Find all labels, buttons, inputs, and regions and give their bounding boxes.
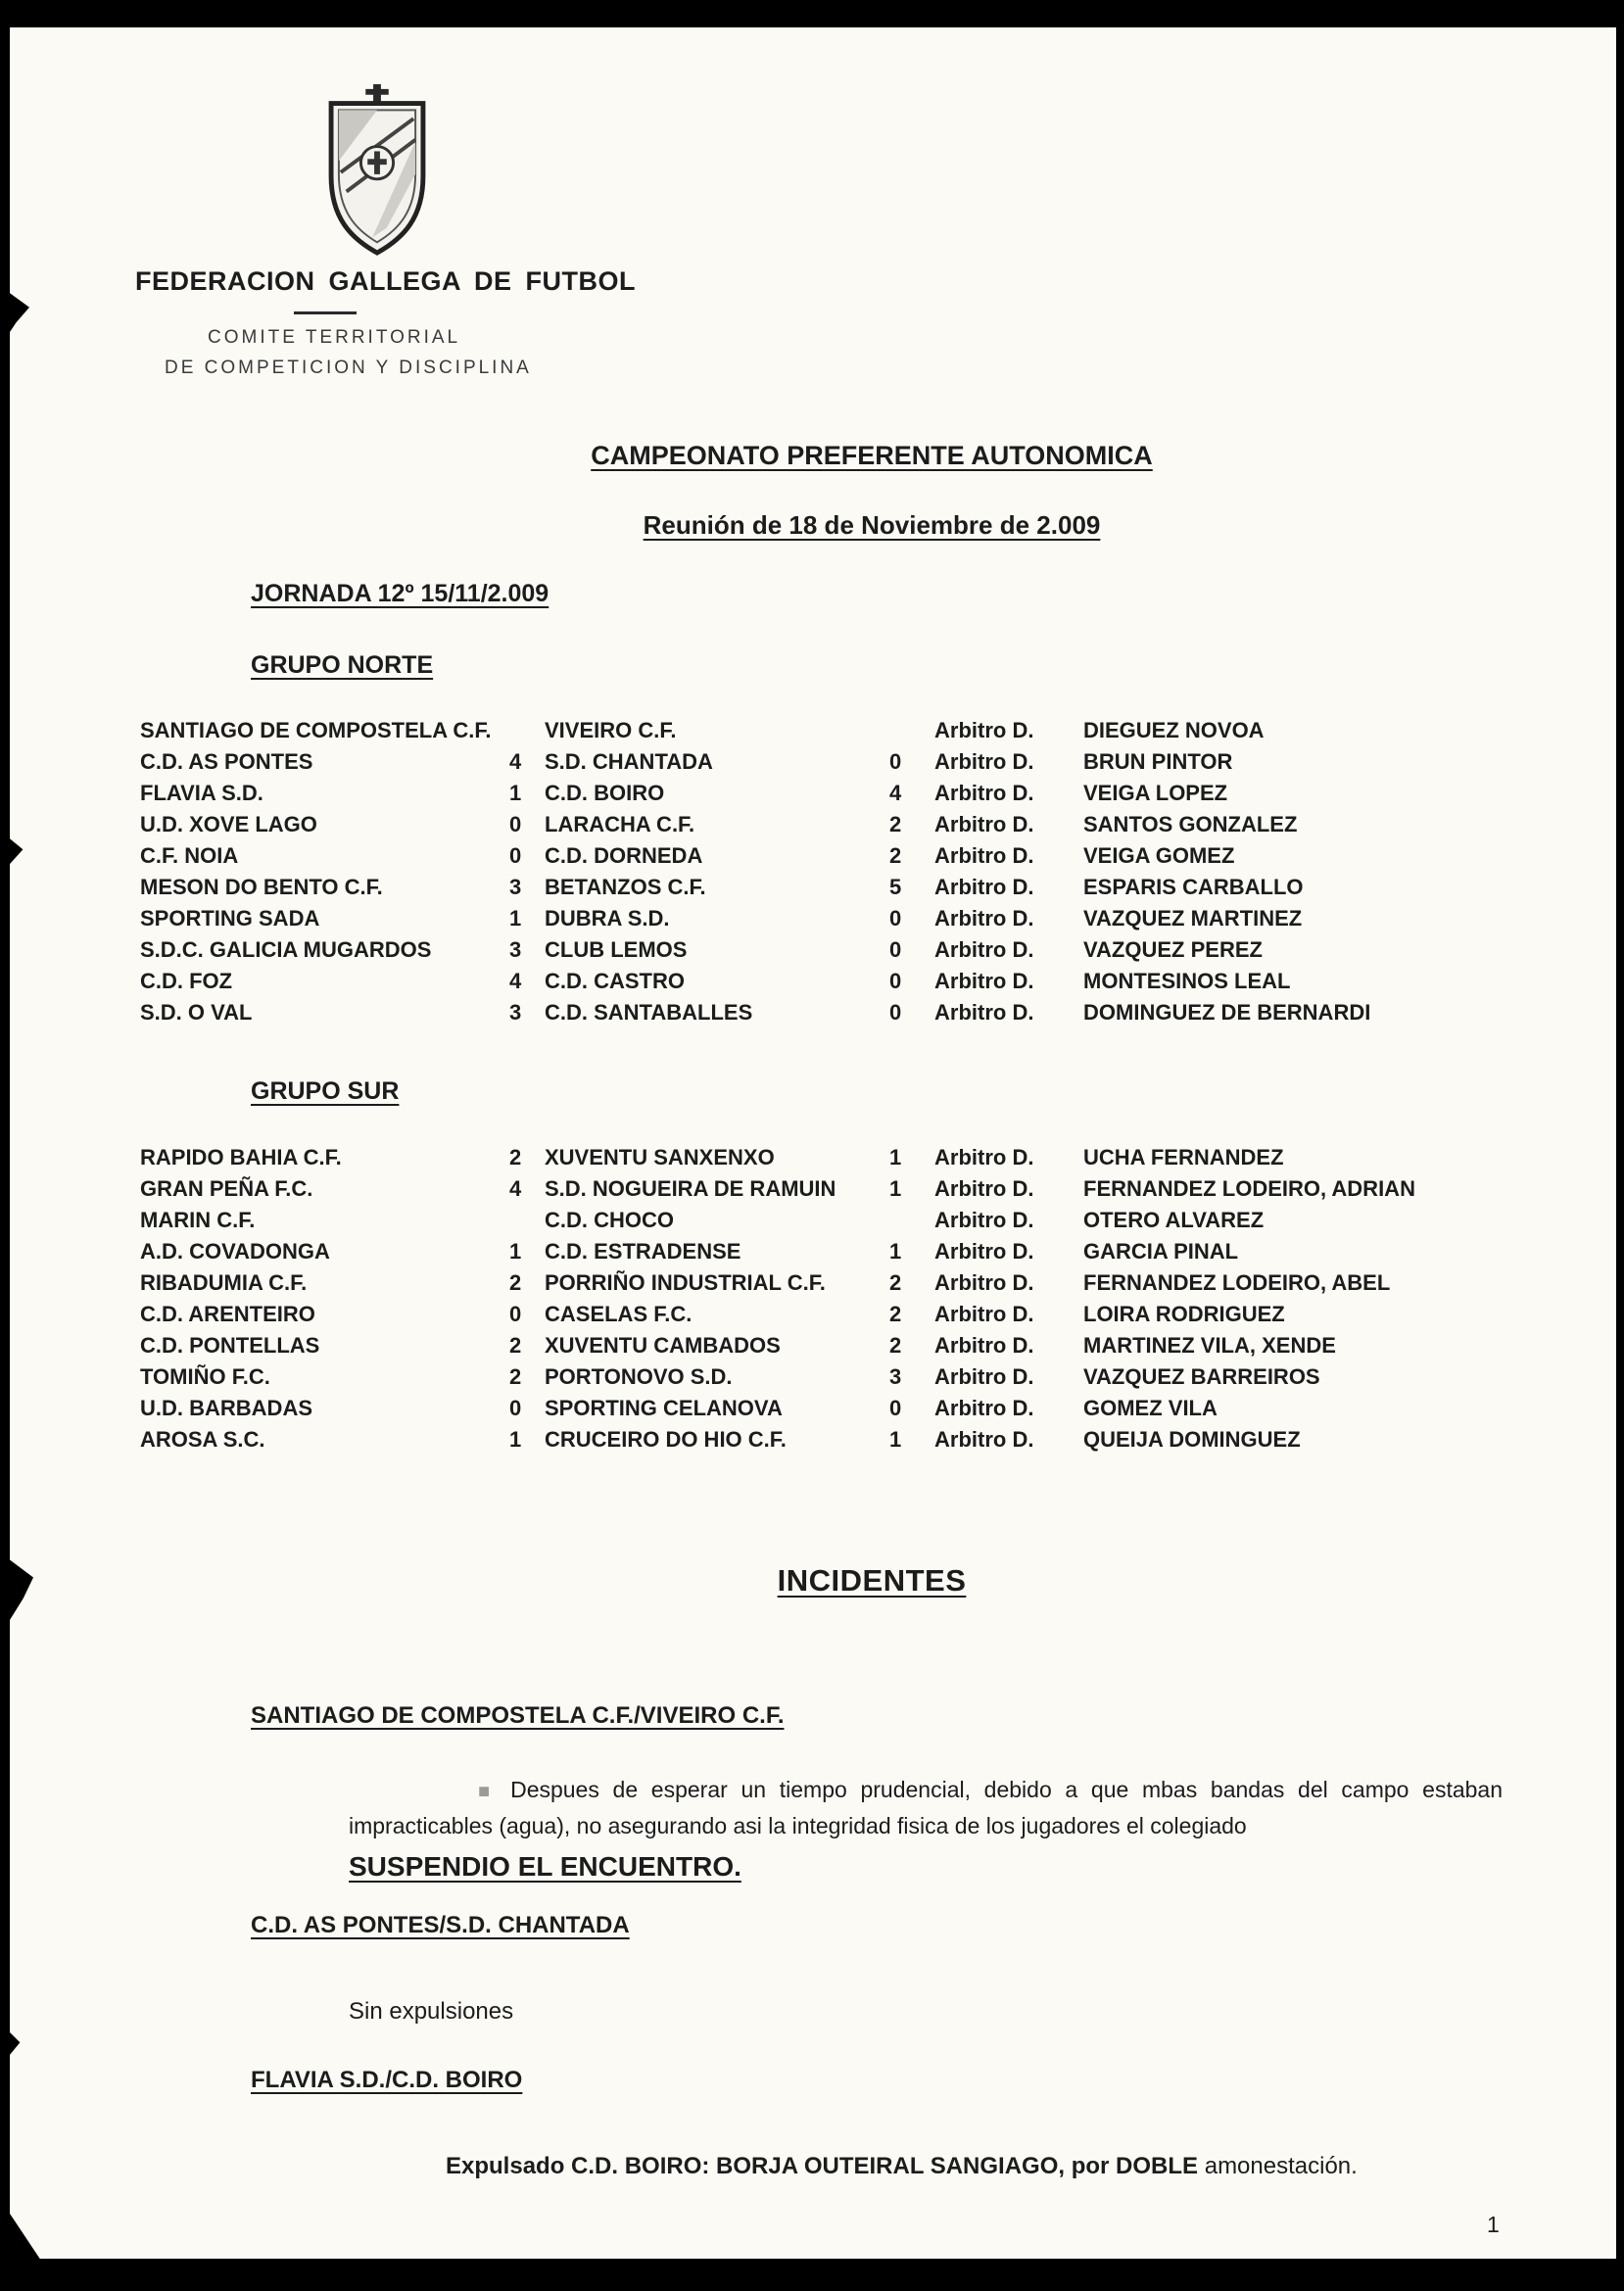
match-row [140,1236,1585,1267]
match-row [140,1393,1585,1424]
away-score: 5 [889,875,902,899]
referee-name: DIEGUEZ NOVOA [1083,718,1265,742]
match-row [140,1205,1585,1236]
referee-name: LOIRA RODRIGUEZ [1083,1302,1285,1326]
away-team: XUVENTU SANXENXO [545,1145,775,1169]
home-score: 0 [509,1302,522,1326]
home-team: FLAVIA S.D. [140,781,263,805]
page-number: 1 [1487,2212,1500,2237]
referee-label: Arbitro D. [934,1396,1034,1420]
home-score: 2 [509,1270,522,1295]
incident-3-heading: FLAVIA S.D./C.D. BOIRO [251,2067,523,2093]
referee-label: Arbitro D. [934,937,1034,962]
match-row [140,903,1585,934]
referee-label: Arbitro D. [934,969,1034,993]
match-row [140,966,1585,997]
home-team: A.D. COVADONGA [140,1239,330,1264]
referee-label: Arbitro D. [934,875,1034,899]
referee-label: Arbitro D. [934,1176,1034,1201]
referee-label: Arbitro D. [934,749,1034,774]
away-team: C.D. ESTRADENSE [545,1239,741,1264]
match-row [140,778,1585,809]
home-score: 4 [509,1176,522,1201]
match-row [140,1142,1585,1173]
away-score: 2 [889,1333,902,1358]
home-score [509,715,545,746]
home-score: 1 [509,1239,522,1264]
away-team: DUBRA S.D. [545,906,670,931]
jornada-heading: JORNADA 12º 15/11/2.009 [251,580,549,607]
referee-label: Arbitro D. [934,1427,1034,1452]
home-team: MARIN C.F. [140,1208,256,1232]
letterhead-rule [294,311,357,314]
match-row [140,1299,1585,1330]
scan-edge-top [0,0,1624,27]
home-team: GRAN PEÑA F.C. [140,1176,313,1201]
referee-label: Arbitro D. [934,1302,1034,1326]
incident-2-body: Sin expulsiones [349,1998,514,2025]
away-team: SPORTING CELANOVA [545,1396,783,1420]
incident-3-body [446,2153,1358,2180]
away-score: 1 [889,1176,902,1201]
match-row [140,1361,1585,1393]
scan-artifact [0,2023,24,2067]
home-team: RIBADUMIA C.F. [140,1270,308,1295]
home-score: 2 [509,1145,522,1169]
incidents-title: INCIDENTES [777,1563,967,1598]
scan-artifact [0,831,25,878]
home-score: 2 [509,1333,522,1358]
referee-label: Arbitro D. [934,812,1034,836]
home-team: MESON DO BENTO C.F. [140,875,383,899]
home-score: 0 [509,812,522,836]
referee-name: MARTINEZ VILA, XENDE [1083,1333,1336,1358]
away-score: 3 [889,1364,902,1389]
match-row [140,840,1585,872]
home-team: S.D.C. GALICIA MUGARDOS [140,937,432,962]
away-team: XUVENTU CAMBADOS [545,1333,781,1358]
match-row [140,1267,1585,1299]
home-team: SPORTING SADA [140,906,320,931]
match-row [140,1173,1585,1205]
away-team: CLUB LEMOS [545,937,688,962]
referee-name: OTERO ALVAREZ [1083,1208,1265,1232]
referee-name: FERNANDEZ LODEIRO, ABEL [1083,1270,1391,1295]
away-team: C.D. CHOCO [545,1208,674,1232]
home-team: U.D. XOVE LAGO [140,812,317,836]
grupo-sur-heading: GRUPO SUR [251,1077,400,1105]
referee-name: MONTESINOS LEAL [1083,969,1291,993]
referee-name: BRUN PINTOR [1083,749,1233,774]
match-row [140,746,1585,778]
home-team: RAPIDO BAHIA C.F. [140,1145,342,1169]
away-score: 0 [889,1000,902,1025]
home-team: C.D. PONTELLAS [140,1333,320,1358]
away-team: CRUCEIRO DO HIO C.F. [545,1427,787,1452]
incident-1-heading: SANTIAGO DE COMPOSTELA C.F./VIVEIRO C.F. [251,1702,785,1729]
away-score: 1 [889,1239,902,1264]
referee-name: FERNANDEZ LODEIRO, ADRIAN [1083,1176,1415,1201]
federation-crest-icon [319,84,435,257]
match-row [140,872,1585,903]
referee-label: Arbitro D. [934,906,1034,931]
grupo-norte-heading: GRUPO NORTE [251,651,434,679]
referee-name: VEIGA LOPEZ [1083,781,1228,805]
away-team: S.D. NOGUEIRA DE RAMUIN [545,1176,836,1201]
home-score: 3 [509,1000,522,1025]
incident-1-text: Despues de esperar un tiempo prudencial, debido a que mbas bandas del campo estaban impracticables (agua), no asegurando asi la integridad fisica de los jugadores el colegiado [349,1777,1503,1838]
home-score: 1 [509,906,522,931]
referee-label: Arbitro D. [934,1239,1034,1264]
home-score: 0 [509,843,522,868]
referee-name: VEIGA GOMEZ [1083,843,1235,868]
referee-label: Arbitro D. [934,1333,1034,1358]
referee-name: GARCIA PINAL [1083,1239,1239,1264]
scan-artifact [0,1552,33,1636]
away-score [889,715,934,746]
home-score: 4 [509,969,522,993]
away-score: 0 [889,969,902,993]
committee-line-1: COMITE TERRITORIAL [208,327,461,348]
away-team: CASELAS F.C. [545,1302,693,1326]
away-score: 2 [889,1302,902,1326]
referee-label: Arbitro D. [934,718,1034,742]
match-row [140,934,1585,966]
referee-name: SANTOS GONZALEZ [1083,812,1298,836]
away-team: C.D. SANTABALLES [545,1000,753,1025]
match-row [140,997,1585,1028]
scan-artifact [0,286,29,347]
referee-name: ESPARIS CARBALLO [1083,875,1304,899]
square-bullet-icon: ■ [478,1781,498,1802]
expulsion-regular-text: amonestación. [1198,2153,1358,2179]
away-team: LARACHA C.F. [545,812,695,836]
committee-line-2: DE COMPETICION Y DISCIPLINA [165,358,532,378]
away-score: 4 [889,781,902,805]
away-score: 1 [889,1427,902,1452]
away-score: 2 [889,843,902,868]
incident-2-heading: C.D. AS PONTES/S.D. CHANTADA [251,1912,630,1938]
away-score: 0 [889,906,902,931]
referee-name: GOMEZ VILA [1083,1396,1218,1420]
federation-name: FEDERACION GALLEGA DE FUTBOL [135,266,636,296]
grupo-norte-table [140,715,1585,1028]
referee-label: Arbitro D. [934,843,1034,868]
referee-name: UCHA FERNANDEZ [1083,1145,1284,1169]
match-row [140,715,1585,746]
scan-edge-right [1616,0,1624,2291]
away-score: 0 [889,749,902,774]
home-score: 1 [509,781,522,805]
home-score [509,1205,545,1236]
home-team: U.D. BARBADAS [140,1396,312,1420]
expulsion-bold-text: Expulsado C.D. BOIRO: BORJA OUTEIRAL SANGIAGO, por DOBLE [446,2153,1199,2179]
away-team: C.D. DORNEDA [545,843,703,868]
referee-label: Arbitro D. [934,781,1034,805]
home-team: S.D. O VAL [140,1000,253,1025]
home-score: 0 [509,1396,522,1420]
away-team: BETANZOS C.F. [545,875,706,899]
away-score: 0 [889,1396,902,1420]
away-team: VIVEIRO C.F. [545,718,677,742]
home-team: C.F. NOIA [140,843,239,868]
away-score: 1 [889,1145,902,1169]
referee-label: Arbitro D. [934,1145,1034,1169]
match-row [140,809,1585,840]
referee-name: VAZQUEZ MARTINEZ [1083,906,1303,931]
match-row [140,1424,1585,1456]
referee-label: Arbitro D. [934,1364,1034,1389]
referee-name: VAZQUEZ BARREIROS [1083,1364,1320,1389]
home-team: AROSA S.C. [140,1427,265,1452]
incident-1-resolution: SUSPENDIO EL ENCUENTRO. [349,1851,741,1882]
home-team: SANTIAGO DE COMPOSTELA C.F. [140,718,492,742]
match-row [140,1330,1585,1361]
away-score: 0 [889,937,902,962]
home-score: 1 [509,1427,522,1452]
grupo-sur-table [140,1142,1585,1456]
away-score [889,1205,934,1236]
home-team: C.D. AS PONTES [140,749,313,774]
incident-1-body [349,1773,1503,1843]
document-subtitle: Reunión de 18 de Noviembre de 2.009 [643,510,1101,540]
home-score: 3 [509,937,522,962]
referee-label: Arbitro D. [934,1208,1034,1232]
away-team: S.D. CHANTADA [545,749,713,774]
away-team: PORTONOVO S.D. [545,1364,733,1389]
away-score: 2 [889,812,902,836]
away-team: C.D. BOIRO [545,781,665,805]
away-score: 2 [889,1270,902,1295]
home-score: 3 [509,875,522,899]
document-title: CAMPEONATO PREFERENTE AUTONOMICA [591,441,1153,470]
referee-name: DOMINGUEZ DE BERNARDI [1083,1000,1371,1025]
home-team: C.D. FOZ [140,969,233,993]
away-team: PORRIÑO INDUSTRIAL C.F. [545,1270,826,1295]
home-score: 2 [509,1364,522,1389]
referee-name: VAZQUEZ PEREZ [1083,937,1263,962]
home-team: TOMIÑO F.C. [140,1364,270,1389]
home-score: 4 [509,749,522,774]
home-team: C.D. ARENTEIRO [140,1302,315,1326]
scan-edge-bottom [0,2259,1624,2291]
away-team: C.D. CASTRO [545,969,685,993]
referee-label: Arbitro D. [934,1270,1034,1295]
referee-name: QUEIJA DOMINGUEZ [1083,1427,1301,1452]
referee-label: Arbitro D. [934,1000,1034,1025]
